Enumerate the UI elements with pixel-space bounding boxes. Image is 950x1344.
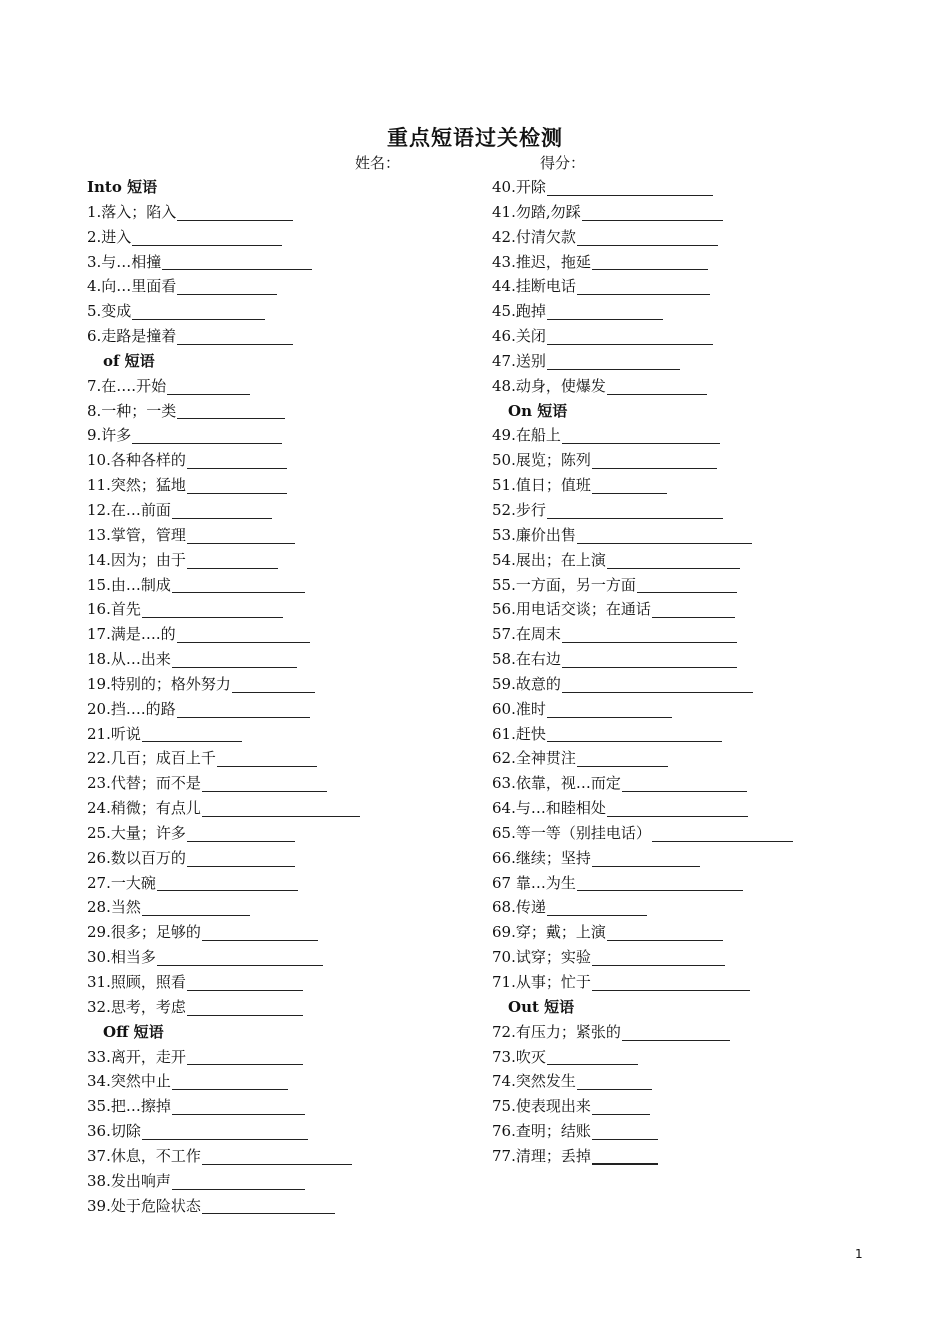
phrase-item <box>87 1069 517 1094</box>
answer-blank[interactable] <box>547 351 680 370</box>
phrase-prompt: 65.等一等（别挂电话） <box>492 823 651 842</box>
phrase-prompt: 34.突然中止 <box>87 1072 171 1091</box>
phrase-item <box>87 250 517 275</box>
section-heading-text: On 短语 <box>508 401 568 420</box>
answer-blank[interactable] <box>592 475 667 494</box>
phrase-item <box>87 324 517 349</box>
answer-blank[interactable] <box>547 177 713 196</box>
answer-blank[interactable] <box>547 1046 638 1065</box>
phrase-prompt: 39.处于危险状态 <box>87 1196 201 1215</box>
phrase-item <box>492 1144 922 1169</box>
answer-blank[interactable] <box>177 624 310 643</box>
phrase-prompt: 1.落入；陷入 <box>87 202 177 221</box>
phrase-prompt: 28.当然 <box>87 898 141 917</box>
phrase-item <box>492 895 922 920</box>
phrase-prompt: 6.走路是撞着 <box>87 327 177 346</box>
answer-blank[interactable] <box>177 699 310 718</box>
phrase-item <box>87 771 517 796</box>
section-heading <box>87 349 517 374</box>
phrase-prompt: 35.把…擦掉 <box>87 1097 171 1116</box>
phrase-prompt: 62.全神贯注 <box>492 749 576 768</box>
answer-blank[interactable] <box>622 1022 730 1041</box>
phrase-item <box>87 1045 517 1070</box>
section-heading <box>492 399 922 424</box>
phrase-item <box>87 672 517 697</box>
answer-blank[interactable] <box>177 400 285 419</box>
answer-blank[interactable] <box>547 301 663 320</box>
phrase-prompt: 22.几百；成百上千 <box>87 749 216 768</box>
phrase-item <box>492 796 922 821</box>
phrase-prompt: 7.在….开始 <box>87 376 167 395</box>
phrase-item <box>87 523 517 548</box>
left-column <box>87 175 517 1218</box>
phrase-item <box>492 498 922 523</box>
phrase-item <box>87 573 517 598</box>
name-score-bar <box>0 152 950 172</box>
answer-blank[interactable] <box>592 1096 650 1115</box>
answer-blank[interactable] <box>172 1096 305 1115</box>
phrase-prompt: 21.听说 <box>87 724 141 743</box>
phrase-prompt: 52.步行 <box>492 500 546 519</box>
phrase-prompt: 51.值日；值班 <box>492 476 591 495</box>
phrase-item <box>492 1094 922 1119</box>
answer-blank[interactable] <box>167 376 250 395</box>
answer-blank[interactable] <box>187 525 295 544</box>
phrase-item <box>492 250 922 275</box>
phrase-item <box>87 995 517 1020</box>
phrase-item <box>492 548 922 573</box>
phrase-prompt: 12.在…前面 <box>87 500 171 519</box>
phrase-item <box>87 796 517 821</box>
answer-blank[interactable] <box>577 1071 652 1090</box>
phrase-prompt: 46.关闭 <box>492 327 546 346</box>
answer-blank[interactable] <box>172 1071 288 1090</box>
section-heading <box>492 995 922 1020</box>
phrase-prompt: 37.休息，不工作 <box>87 1146 201 1165</box>
answer-blank[interactable] <box>577 872 743 891</box>
answer-blank[interactable] <box>547 326 713 345</box>
phrase-item <box>87 498 517 523</box>
answer-blank[interactable] <box>577 227 718 246</box>
phrase-item <box>492 349 922 374</box>
phrase-prompt: 11.突然；猛地 <box>87 476 186 495</box>
answer-blank[interactable] <box>607 922 723 941</box>
phrase-item <box>87 895 517 920</box>
answer-blank[interactable] <box>202 922 318 941</box>
phrase-prompt: 63.依靠，视…而定 <box>492 774 621 793</box>
phrase-item <box>492 423 922 448</box>
section-heading-text: Into 短语 <box>87 178 158 196</box>
phrase-prompt: 32.思考，考虑 <box>87 997 186 1016</box>
phrase-item <box>87 423 517 448</box>
phrase-prompt: 61.赶快 <box>492 724 546 743</box>
phrase-item <box>492 1045 922 1070</box>
phrase-item <box>87 746 517 771</box>
phrase-item <box>492 324 922 349</box>
phrase-item <box>492 771 922 796</box>
answer-blank[interactable] <box>592 972 750 991</box>
answer-blank[interactable] <box>622 773 747 792</box>
phrase-item <box>492 871 922 896</box>
phrase-prompt: 55.一方面，另一方面 <box>492 575 636 594</box>
phrase-item <box>492 597 922 622</box>
phrase-item <box>87 274 517 299</box>
answer-blank[interactable] <box>577 525 752 544</box>
phrase-item <box>492 523 922 548</box>
answer-blank[interactable] <box>157 947 323 966</box>
phrase-item <box>492 374 922 399</box>
phrase-prompt: 18.从…出来 <box>87 650 171 669</box>
phrase-item <box>492 1069 922 1094</box>
answer-blank[interactable] <box>652 823 793 842</box>
phrase-prompt: 76.查明；结账 <box>492 1122 591 1141</box>
phrase-prompt: 71.从事；忙于 <box>492 973 591 991</box>
phrase-item <box>492 573 922 598</box>
answer-blank[interactable] <box>547 897 647 916</box>
answer-blank[interactable] <box>217 748 317 767</box>
phrase-item <box>87 548 517 573</box>
phrase-prompt: 77.清理；丢掉 <box>492 1146 591 1165</box>
phrase-prompt: 2.进入 <box>87 227 132 246</box>
answer-blank[interactable] <box>592 848 700 867</box>
answer-blank[interactable] <box>202 798 360 817</box>
phrase-prompt: 73.吹灭 <box>492 1047 546 1066</box>
phrase-prompt: 8.一种；一类 <box>87 401 177 420</box>
phrase-prompt: 41.勿踏,勿踩 <box>492 202 581 221</box>
answer-blank[interactable] <box>162 251 312 270</box>
phrase-prompt: 4.向…里面看 <box>87 277 177 296</box>
phrase-prompt: 31.照顾，照看 <box>87 973 186 991</box>
phrase-item <box>492 672 922 697</box>
phrase-prompt: 45.跑掉 <box>492 302 546 321</box>
answer-blank[interactable] <box>202 773 327 792</box>
phrase-item <box>492 697 922 722</box>
phrase-item <box>87 647 517 672</box>
phrase-prompt: 57.在周末 <box>492 625 561 644</box>
phrase-prompt: 58.在右边 <box>492 650 561 669</box>
answer-blank[interactable] <box>132 227 282 246</box>
answer-blank[interactable] <box>547 500 723 519</box>
phrase-item <box>87 622 517 647</box>
answer-blank[interactable] <box>187 848 295 867</box>
answer-blank[interactable] <box>232 674 315 693</box>
phrase-prompt: 15.由…制成 <box>87 575 171 594</box>
phrase-item <box>492 647 922 672</box>
answer-blank[interactable] <box>187 972 303 991</box>
answer-blank[interactable] <box>187 550 278 569</box>
answer-blank[interactable] <box>177 326 293 345</box>
phrase-prompt: 17.满是….的 <box>87 625 176 644</box>
phrase-prompt: 64.与…和睦相处 <box>492 799 606 818</box>
phrase-item <box>87 200 517 225</box>
phrase-item <box>492 970 922 995</box>
section-heading <box>87 1020 517 1045</box>
section-heading-text: Off 短语 <box>103 1022 164 1041</box>
phrase-prompt: 66.继续；坚持 <box>492 848 591 867</box>
answer-blank[interactable] <box>177 276 277 295</box>
phrase-prompt: 54.展出；在上演 <box>492 550 606 569</box>
section-heading-text: Out 短语 <box>508 997 575 1016</box>
answer-blank[interactable] <box>577 276 710 295</box>
phrase-item <box>87 1119 517 1144</box>
answer-blank[interactable] <box>592 947 725 966</box>
phrase-prompt: 74.突然发生 <box>492 1072 576 1091</box>
phrase-item <box>492 821 922 846</box>
answer-blank[interactable] <box>547 723 722 742</box>
phrase-prompt: 14.因为；由于 <box>87 550 186 569</box>
phrase-prompt: 36.切除 <box>87 1122 141 1141</box>
right-column <box>492 175 922 1169</box>
phrase-item <box>87 597 517 622</box>
phrase-item <box>87 473 517 498</box>
phrase-item <box>492 175 922 200</box>
answer-blank[interactable] <box>142 599 283 618</box>
phrase-item <box>87 697 517 722</box>
phrase-prompt: 20.挡….的路 <box>87 699 176 718</box>
phrase-item <box>492 473 922 498</box>
answer-blank[interactable] <box>172 574 305 593</box>
phrase-prompt: 69.穿；戴；上演 <box>492 923 606 942</box>
phrase-prompt: 44.挂断电话 <box>492 277 576 296</box>
phrase-item <box>492 299 922 324</box>
phrase-prompt: 19.特别的；格外努力 <box>87 674 231 693</box>
phrase-prompt: 60.准时 <box>492 699 546 718</box>
phrase-item <box>492 448 922 473</box>
phrase-item <box>87 846 517 871</box>
answer-blank[interactable] <box>592 450 717 469</box>
phrase-prompt: 16.首先 <box>87 600 141 619</box>
phrase-item <box>87 970 517 995</box>
phrase-item <box>87 1194 517 1219</box>
answer-blank[interactable] <box>202 1195 335 1214</box>
phrase-item <box>87 871 517 896</box>
phrase-prompt: 75.使表现出来 <box>492 1097 591 1116</box>
phrase-item <box>87 1144 517 1169</box>
answer-blank[interactable] <box>142 897 250 916</box>
answer-blank[interactable] <box>582 202 723 221</box>
answer-blank[interactable] <box>607 550 740 569</box>
score-label: 得分： <box>540 154 586 172</box>
phrase-prompt: 26.数以百万的 <box>87 848 186 867</box>
phrase-prompt: 5.变成 <box>87 302 132 321</box>
answer-blank[interactable] <box>577 748 668 767</box>
answer-blank[interactable] <box>172 500 272 519</box>
phrase-item <box>492 225 922 250</box>
phrase-item <box>492 846 922 871</box>
phrase-prompt: 59.故意的 <box>492 674 561 693</box>
answer-blank[interactable] <box>562 674 753 693</box>
answer-blank[interactable] <box>172 649 297 668</box>
phrase-item <box>87 722 517 747</box>
name-label: 姓名： <box>355 154 401 172</box>
answer-blank[interactable] <box>187 823 295 842</box>
answer-blank[interactable] <box>172 1171 305 1190</box>
phrase-item <box>492 1119 922 1144</box>
answer-blank[interactable] <box>132 301 265 320</box>
answer-blank[interactable] <box>562 649 737 668</box>
section-heading-text: of 短语 <box>103 351 155 370</box>
page-title: 重点短语过关检测 <box>387 125 563 150</box>
answer-blank[interactable] <box>562 624 737 643</box>
answer-blank[interactable] <box>637 574 737 593</box>
phrase-item <box>87 399 517 424</box>
phrase-prompt: 72.有压力；紧张的 <box>492 1022 621 1041</box>
phrase-prompt: 33.离开，走开 <box>87 1047 186 1066</box>
phrase-prompt: 38.发出响声 <box>87 1171 171 1190</box>
answer-blank[interactable] <box>562 425 720 444</box>
phrase-prompt: 50.展览；陈列 <box>492 451 591 470</box>
page-number: 1 <box>855 1247 863 1261</box>
phrase-prompt: 70.试穿；实验 <box>492 948 591 967</box>
answer-blank[interactable] <box>187 450 287 469</box>
answer-blank[interactable] <box>177 202 293 221</box>
phrase-item <box>492 200 922 225</box>
phrase-item <box>492 920 922 945</box>
answer-blank[interactable] <box>592 251 708 270</box>
answer-blank[interactable] <box>157 872 298 891</box>
phrase-prompt: 9.许多 <box>87 426 132 445</box>
answer-blank[interactable] <box>202 1146 352 1165</box>
phrase-item <box>87 821 517 846</box>
phrase-prompt: 27.一大碗 <box>87 873 156 892</box>
answer-blank[interactable] <box>592 1121 658 1140</box>
phrase-item <box>492 274 922 299</box>
section-heading <box>87 175 517 200</box>
phrase-prompt: 29.很多；足够的 <box>87 923 201 942</box>
phrase-prompt: 56.用电话交谈；在通话 <box>492 600 651 619</box>
phrase-prompt: 30.相当多 <box>87 948 156 967</box>
phrase-item <box>87 225 517 250</box>
phrase-prompt: 67 靠…为生 <box>492 873 576 892</box>
answer-blank[interactable] <box>607 376 707 395</box>
phrase-prompt: 23.代替；而不是 <box>87 774 201 793</box>
phrase-prompt: 10.各种各样的 <box>87 451 186 470</box>
phrase-prompt: 40.开除 <box>492 178 546 196</box>
phrase-prompt: 13.掌管，管理 <box>87 525 186 544</box>
phrase-prompt: 25.大量；许多 <box>87 823 186 842</box>
phrase-prompt: 42.付清欠款 <box>492 227 576 246</box>
phrase-item <box>492 1020 922 1045</box>
phrase-item <box>87 1169 517 1194</box>
answer-blank[interactable] <box>607 798 748 817</box>
answer-blank[interactable] <box>132 425 282 444</box>
phrase-prompt: 3.与…相撞 <box>87 252 162 271</box>
phrase-item <box>492 746 922 771</box>
phrase-item <box>492 722 922 747</box>
phrase-prompt: 53.廉价出售 <box>492 525 576 544</box>
phrase-item <box>87 920 517 945</box>
answer-blank[interactable] <box>592 1145 658 1165</box>
phrase-item <box>87 1094 517 1119</box>
answer-blank[interactable] <box>187 475 287 494</box>
phrase-prompt: 68.传递 <box>492 898 546 917</box>
phrase-item <box>87 945 517 970</box>
phrase-item <box>492 622 922 647</box>
answer-blank[interactable] <box>652 599 735 618</box>
phrase-item <box>492 945 922 970</box>
answer-blank[interactable] <box>142 1121 308 1140</box>
answer-blank[interactable] <box>187 997 303 1016</box>
phrase-item <box>87 299 517 324</box>
phrase-prompt: 43.推迟，拖延 <box>492 252 591 271</box>
phrase-item <box>87 374 517 399</box>
answer-blank[interactable] <box>547 699 672 718</box>
phrase-prompt: 24.稍微；有点儿 <box>87 799 201 818</box>
answer-blank[interactable] <box>187 1046 303 1065</box>
phrase-prompt: 49.在船上 <box>492 426 561 445</box>
phrase-item <box>87 448 517 473</box>
answer-blank[interactable] <box>142 723 242 742</box>
phrase-prompt: 48.动身，使爆发 <box>492 376 606 395</box>
phrase-prompt: 47.送别 <box>492 351 546 370</box>
